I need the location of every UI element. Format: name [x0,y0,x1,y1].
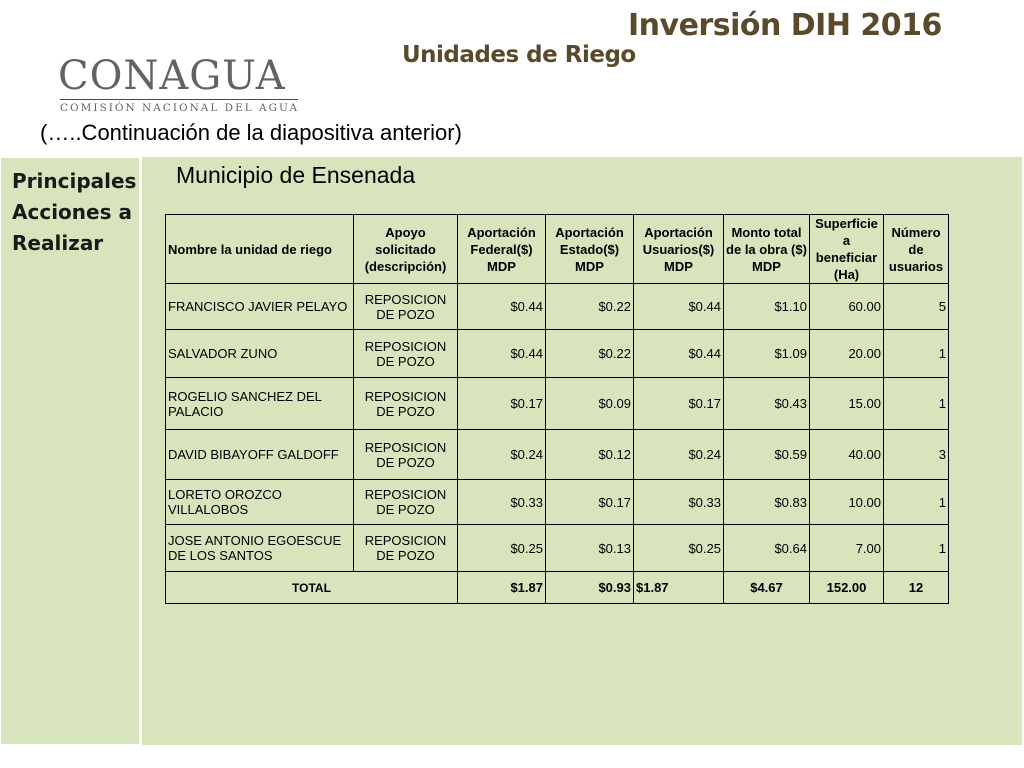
support-description: REPOSICION DE POZO [354,378,458,430]
surface: 10.00 [810,480,884,525]
table-row [166,480,949,525]
column-header: Apoyo solicitado (descripción) [354,215,458,284]
surface: 60.00 [810,284,884,330]
user-count: 1 [884,378,949,430]
logo-divider [60,99,298,100]
table-row [166,430,949,480]
column-header: Aportación Estado($) MDP [546,215,634,284]
column-header: Superficie a beneficiar (Ha) [810,215,884,284]
municipio-heading: Municipio de Ensenada [176,162,416,188]
federal-contribution: $0.24 [458,430,546,480]
user-count: 1 [884,525,949,572]
column-header: Nombre la unidad de riego [166,215,354,284]
unit-name: FRANCISCO JAVIER PELAYO [166,284,354,330]
total-amount: $0.43 [724,378,810,430]
total-amount: $0.83 [724,480,810,525]
conagua-logo [58,54,303,118]
federal-contribution: $0.25 [458,525,546,572]
total-amount: $0.59 [724,430,810,480]
total-label: TOTAL [166,572,458,604]
federal-contribution: $0.33 [458,480,546,525]
column-header: Aportación Federal($) MDP [458,215,546,284]
users-contribution: $0.17 [634,378,724,430]
total-state: $0.93 [546,572,634,604]
unit-name: JOSE ANTONIO EGOESCUE DE LOS SANTOS [166,525,354,572]
sidebar-label: Principales Acciones a Realizar [12,169,137,255]
federal-contribution: $0.17 [458,378,546,430]
users-contribution: $0.25 [634,525,724,572]
total-amount-sum: $4.67 [724,572,810,604]
user-count: 5 [884,284,949,330]
state-contribution: $0.17 [546,480,634,525]
user-count: 1 [884,480,949,525]
surface: 20.00 [810,330,884,378]
total-amount: $1.10 [724,284,810,330]
continuation-note: (…..Continuación de la diapositiva anterior) [40,120,462,145]
table-row [166,378,949,430]
table-total-row [166,572,949,604]
support-description: REPOSICION DE POZO [354,284,458,330]
unit-name: LORETO OROZCO VILLALOBOS [166,480,354,525]
surface: 40.00 [810,430,884,480]
column-header: Número de usuarios [884,215,949,284]
total-user-count: 12 [884,572,949,604]
surface: 15.00 [810,378,884,430]
federal-contribution: $0.44 [458,284,546,330]
table-header-row [166,215,949,284]
table-row [166,525,949,572]
page-title: Inversión DIH 2016 [628,8,942,43]
total-users-contribution: $1.87 [634,572,724,604]
support-description: REPOSICION DE POZO [354,525,458,572]
users-contribution: $0.24 [634,430,724,480]
unit-name: ROGELIO SANCHEZ DEL PALACIO [166,378,354,430]
federal-contribution: $0.44 [458,330,546,378]
state-contribution: $0.22 [546,284,634,330]
user-count: 3 [884,430,949,480]
state-contribution: $0.09 [546,378,634,430]
investment-table [165,214,949,604]
logo-name: CONAGUA [58,53,286,99]
column-header: Monto total de la obra ($) MDP [724,215,810,284]
support-description: REPOSICION DE POZO [354,480,458,525]
total-amount: $1.09 [724,330,810,378]
left-panel [0,157,140,745]
support-description: REPOSICION DE POZO [354,330,458,378]
state-contribution: $0.22 [546,330,634,378]
total-surface: 152.00 [810,572,884,604]
user-count: 1 [884,330,949,378]
table-row [166,284,949,330]
users-contribution: $0.44 [634,330,724,378]
unit-name: SALVADOR ZUNO [166,330,354,378]
state-contribution: $0.13 [546,525,634,572]
unit-name: DAVID BIBAYOFF GALDOFF [166,430,354,480]
table-row [166,330,949,378]
logo-tagline: COMISIÓN NACIONAL DEL AGUA [60,102,300,114]
support-description: REPOSICION DE POZO [354,430,458,480]
users-contribution: $0.44 [634,284,724,330]
total-federal: $1.87 [458,572,546,604]
users-contribution: $0.33 [634,480,724,525]
state-contribution: $0.12 [546,430,634,480]
column-header: Aportación Usuarios($) MDP [634,215,724,284]
total-amount: $0.64 [724,525,810,572]
surface: 7.00 [810,525,884,572]
page-subtitle: Unidades de Riego [402,42,636,68]
